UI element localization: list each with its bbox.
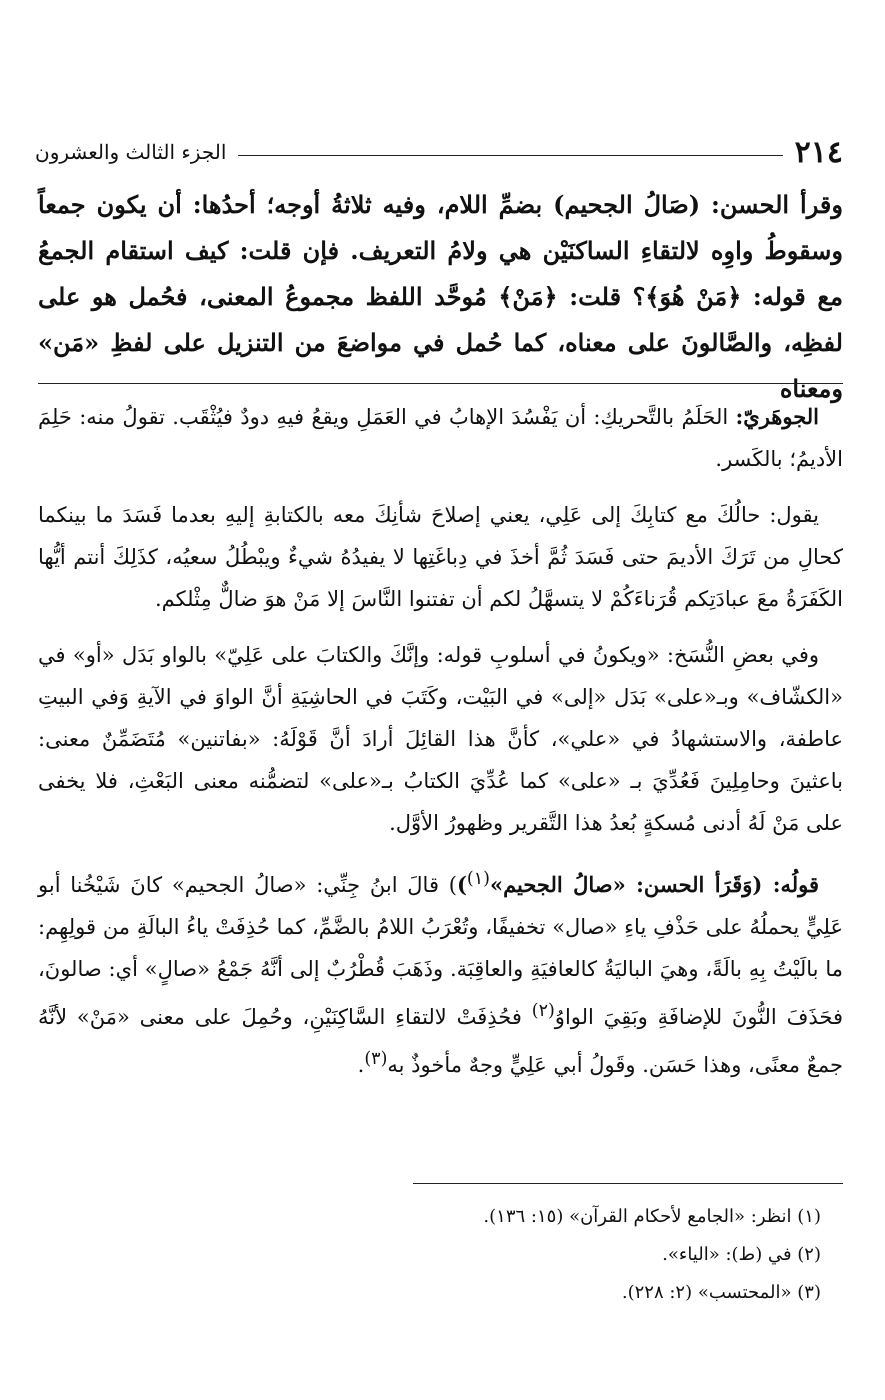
- page-header: [35, 132, 843, 172]
- commentary-tail: .: [357, 1053, 365, 1077]
- commentary-text-4: ) قالَ ابنُ جِنِّي: «صالُ الجحيم» كانَ شَيْخُنا أبو عَلِيٍّ يحملُهُ على حَذْفِ ياءِ «صال» تخفيفًا، وتُعْرَبُ اللامُ بالضَّمِّ، كما حُذِفَتْ ياءُ البالَةِ من قولِهِم: ما بالَيْتُ بِهِ بالَةً، وهيَ الباليَةُ كالعافيَةِ والعاقِبَة. وذَهَبَ قُطْرُبٌ إلى أنَّهُ جَمْعُ «صالٍ» أي: صالونَ، فحَذَفَ النُّونَ للإضافَةِ وبَقِيَ الواوُ: [38, 873, 843, 1029]
- footnote-1: (١) انظر: «الجامع لأحكام القرآن» (١٥: ١٣٦).: [483, 1206, 821, 1227]
- commentary-lead-4: قولُه: (وَقَرَأ الحسن: «صالُ الجحيم»: [489, 872, 820, 897]
- commentary-paragraph-2: يقول: حالُكَ مع كتابِكَ إلى عَلِي، يعني إصلاحَ شأنِكَ معه بالكتابةِ إليهِ بعدما فَسَدَ ما بينكما كحالِ من تَرَكَ الأديمَ حتى فَسَدَ ثُمَّ أخذَ في دِباغَتِها لا يفيدُهُ شيءٌ ويبْطُلُ سعيُه، كذَلِكَ أنتم أيُّها الكَفَرَةُ معَ عبادَتِكم قُرَناءَكُمْ لا يتسهَّلُ لكم أن تفتنوا النَّاسَ إلا مَنْ هوَ ضالٌّ مِثْلكم.: [38, 503, 843, 611]
- commentary-lead-1: الجوهَريّ:: [735, 404, 819, 429]
- footnote-2: (٢) في (ط): «الياء».: [662, 1244, 821, 1265]
- page-number: ٢١٤: [794, 134, 843, 170]
- main-text: [38, 182, 843, 412]
- commentary-paragraph-4: [38, 858, 843, 1086]
- running-title: الجزء الثالث والعشرون: [35, 140, 227, 164]
- footnote-ref-3[interactable]: (٣): [364, 1049, 388, 1069]
- footnote-3: (٣) «المحتسب» (٢: ٢٢٨).: [621, 1282, 821, 1303]
- footnote-ref-2[interactable]: (٢): [531, 1001, 555, 1021]
- main-text-rule: [38, 383, 843, 384]
- commentary-text-4b: فحُذِفَتْ لالتقاءِ السَّاكِنَيْنِ، وحُمِلَ على معنى «مَنْ» لأنَّهُ جمعٌ معنًى، وهذا حَسَن. وقَولُ أبي عَلِيٍّ وجهٌ مأخوذٌ به: [38, 1005, 843, 1077]
- commentary-text-1: الحَلَمُ بالتَّحريكِ: أن يَفْسُدَ الإهابُ في العَمَلِ ويقعُ فيهِ دودٌ فيُثْقَب. تقولُ منه: حَلِمَ الأديمُ؛ بالكَسر.: [38, 405, 843, 471]
- commentary-paragraph-3: وفي بعضِ النُّسَخ: «ويكونُ في أسلوبِ قوله: وإنَّكَ والكتابَ على عَلِيّ» بالواو بَدَل «أو» في «الكشّاف» وبـ«على» بَدَل «إلى» في البَيْت، وكَتَبَ في الحاشِيَةِ أنَّ الواوَ في الآيةِ وَفي البيتِ عاطفة، والاستشهادُ في «علي»، كأنَّ هذا القائِلَ أرادَ أنَّ قَوْلَهُ: «بفاتنين» مُتَضَمِّنٌ معنى: باعثينَ وحامِلِينَ فَعُدِّيَ بـ «على» كما عُدِّيَ الكتابُ بـ«على» لتضمُّنه معنى البَعْثِ، فلا يخفى على مَنْ لَهُ أدنى مُسكةٍ بُعدُ هذا التَّقرير وظهورُ الأوَّل.: [38, 643, 843, 835]
- main-text-paragraph: وقرأ الحسن: (صَالُ الجحيم) بضمِّ اللام، وفيه ثلاثةُ أوجه؛ أحدُها: أن يكون جمعاً وسقوطُ واوِه لالتقاءِ الساكنَيْن هي ولامُ التعريف. فإن قلت: كيف استقام الجمعُ مع قوله: ﴿مَنْ هُوَ﴾؟ قلت: ﴿مَنْ﴾ مُوحَّد اللفظ مجموعُ المعنى، فحُمل هو على لفظِه، والصَّالونَ على معناه، كما حُمل في مواضعَ من التنزيل على لفظِ «مَن» ومعناه: [38, 190, 843, 403]
- commentary-paragraph-1: [38, 396, 843, 480]
- footnotes: [38, 1198, 821, 1312]
- footnote-rule: [413, 1183, 843, 1184]
- commentary-lead-close: ): [456, 872, 467, 897]
- footnote-ref-1[interactable]: (١): [466, 869, 490, 889]
- commentary: [38, 396, 843, 1100]
- header-rule: [238, 155, 782, 156]
